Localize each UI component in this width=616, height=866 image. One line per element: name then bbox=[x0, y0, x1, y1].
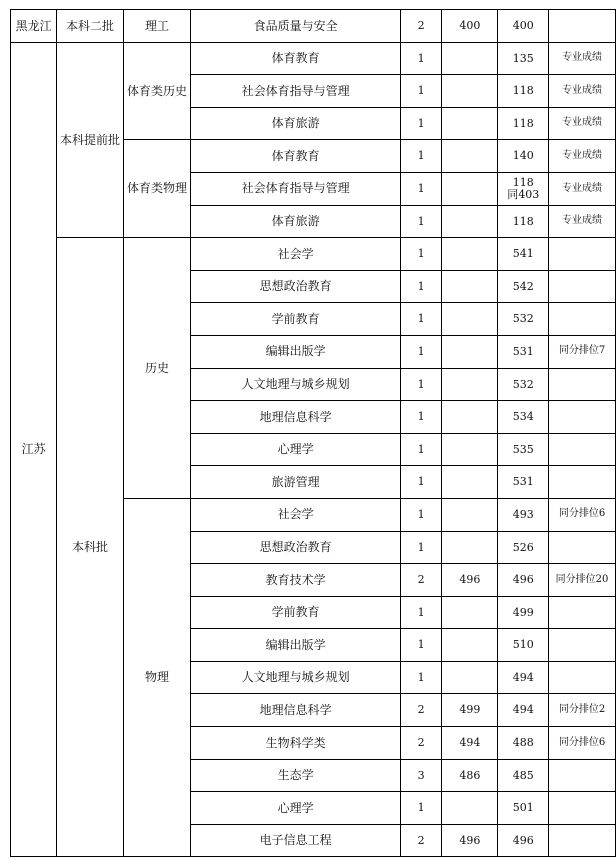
table-row bbox=[11, 42, 616, 75]
max-score-cell bbox=[442, 140, 498, 173]
min-score-cell: 501 bbox=[498, 792, 549, 825]
major-cell: 学前教育 bbox=[191, 303, 401, 336]
note-cell bbox=[549, 368, 616, 401]
min-score-cell: 541 bbox=[498, 238, 549, 271]
min-score-cell: 118 bbox=[498, 75, 549, 108]
note-cell bbox=[549, 661, 616, 694]
min-score-cell: 532 bbox=[498, 303, 549, 336]
max-score-cell bbox=[442, 531, 498, 564]
plan-cell: 1 bbox=[401, 107, 442, 140]
note-cell bbox=[549, 792, 616, 825]
note-cell bbox=[549, 759, 616, 792]
major-cell: 地理信息科学 bbox=[191, 694, 401, 727]
major-cell: 学前教育 bbox=[191, 596, 401, 629]
plan-cell: 2 bbox=[401, 564, 442, 597]
min-score-cell bbox=[498, 172, 549, 205]
min-score-cell: 510 bbox=[498, 629, 549, 662]
major-cell: 体育旅游 bbox=[191, 107, 401, 140]
plan-cell: 1 bbox=[401, 531, 442, 564]
major-cell: 教育技术学 bbox=[191, 564, 401, 597]
category-cell: 理工 bbox=[123, 10, 190, 43]
max-score-cell bbox=[442, 172, 498, 205]
max-score-cell bbox=[442, 303, 498, 336]
major-cell: 社会体育指导与管理 bbox=[191, 172, 401, 205]
max-score-cell bbox=[442, 629, 498, 662]
plan-cell: 2 bbox=[401, 824, 442, 857]
plan-cell: 2 bbox=[401, 727, 442, 760]
max-score-cell bbox=[442, 335, 498, 368]
plan-cell: 1 bbox=[401, 303, 442, 336]
plan-cell: 1 bbox=[401, 466, 442, 499]
category-cell: 体育类历史 bbox=[123, 42, 190, 140]
major-cell: 体育教育 bbox=[191, 140, 401, 173]
min-score-line: 118 bbox=[512, 176, 534, 190]
major-cell: 旅游管理 bbox=[191, 466, 401, 499]
note-cell: 专业成绩 bbox=[549, 140, 616, 173]
note-cell bbox=[549, 401, 616, 434]
major-cell: 社会学 bbox=[191, 238, 401, 271]
min-score-cell: 496 bbox=[498, 824, 549, 857]
plan-cell: 1 bbox=[401, 368, 442, 401]
min-score-cell: 488 bbox=[498, 727, 549, 760]
min-score-cell: 118 bbox=[498, 107, 549, 140]
plan-cell: 1 bbox=[401, 172, 442, 205]
note-cell: 专业成绩 bbox=[549, 42, 616, 75]
note-cell bbox=[549, 531, 616, 564]
note-cell bbox=[549, 824, 616, 857]
note-cell: 同分排位7 bbox=[549, 335, 616, 368]
note-cell bbox=[549, 596, 616, 629]
max-score-cell bbox=[442, 42, 498, 75]
max-score-cell bbox=[442, 205, 498, 238]
max-score-cell bbox=[442, 270, 498, 303]
plan-cell: 1 bbox=[401, 75, 442, 108]
note-cell bbox=[549, 629, 616, 662]
plan-cell: 1 bbox=[401, 270, 442, 303]
max-score-cell bbox=[442, 368, 498, 401]
batch-cell: 本科批 bbox=[57, 238, 124, 857]
note-cell bbox=[549, 270, 616, 303]
note-cell bbox=[549, 10, 616, 43]
max-score-cell bbox=[442, 238, 498, 271]
plan-cell: 3 bbox=[401, 759, 442, 792]
batch-cell: 本科提前批 bbox=[57, 42, 124, 238]
note-cell: 同分排位6 bbox=[549, 727, 616, 760]
min-score-cell: 531 bbox=[498, 466, 549, 499]
max-score-cell: 496 bbox=[442, 564, 498, 597]
major-cell: 生物科学类 bbox=[191, 727, 401, 760]
major-cell: 社会学 bbox=[191, 498, 401, 531]
max-score-cell: 496 bbox=[442, 824, 498, 857]
major-cell: 人文地理与城乡规划 bbox=[191, 368, 401, 401]
note-cell: 同分排位6 bbox=[549, 498, 616, 531]
plan-cell: 1 bbox=[401, 433, 442, 466]
major-cell: 食品质量与安全 bbox=[191, 10, 401, 43]
min-score-cell: 532 bbox=[498, 368, 549, 401]
plan-cell: 1 bbox=[401, 661, 442, 694]
note-cell bbox=[549, 238, 616, 271]
province-cell: 黑龙江 bbox=[11, 10, 57, 43]
max-score-cell bbox=[442, 792, 498, 825]
max-score-cell bbox=[442, 661, 498, 694]
province-cell: 江苏 bbox=[11, 42, 57, 857]
max-score-cell bbox=[442, 401, 498, 434]
note-cell: 专业成绩 bbox=[549, 205, 616, 238]
table-row bbox=[11, 10, 616, 43]
batch-cell: 本科二批 bbox=[57, 10, 124, 43]
major-cell: 社会体育指导与管理 bbox=[191, 75, 401, 108]
min-score-cell: 496 bbox=[498, 564, 549, 597]
major-cell: 电子信息工程 bbox=[191, 824, 401, 857]
major-cell: 地理信息科学 bbox=[191, 401, 401, 434]
max-score-cell: 494 bbox=[442, 727, 498, 760]
major-cell: 人文地理与城乡规划 bbox=[191, 661, 401, 694]
min-score-cell: 118 bbox=[498, 205, 549, 238]
note-cell: 同分排位2 bbox=[549, 694, 616, 727]
min-score-cell: 493 bbox=[498, 498, 549, 531]
admission-score-table bbox=[10, 9, 616, 857]
min-score-cell: 400 bbox=[498, 10, 549, 43]
plan-cell: 1 bbox=[401, 792, 442, 825]
max-score-cell bbox=[442, 596, 498, 629]
major-cell: 编辑出版学 bbox=[191, 335, 401, 368]
major-cell: 体育教育 bbox=[191, 42, 401, 75]
min-score-cell: 499 bbox=[498, 596, 549, 629]
max-score-cell bbox=[442, 466, 498, 499]
min-score-cell: 535 bbox=[498, 433, 549, 466]
min-score-cell: 135 bbox=[498, 42, 549, 75]
max-score-cell bbox=[442, 498, 498, 531]
category-cell: 体育类物理 bbox=[123, 140, 190, 238]
major-cell: 心理学 bbox=[191, 792, 401, 825]
major-cell: 生态学 bbox=[191, 759, 401, 792]
min-score-line: 同403 bbox=[507, 187, 540, 201]
plan-cell: 1 bbox=[401, 335, 442, 368]
plan-cell: 1 bbox=[401, 401, 442, 434]
min-score-cell: 485 bbox=[498, 759, 549, 792]
max-score-cell: 486 bbox=[442, 759, 498, 792]
major-cell: 思想政治教育 bbox=[191, 270, 401, 303]
major-cell: 体育旅游 bbox=[191, 205, 401, 238]
category-cell: 历史 bbox=[123, 238, 190, 499]
min-score-cell: 526 bbox=[498, 531, 549, 564]
plan-cell: 1 bbox=[401, 498, 442, 531]
table-body bbox=[11, 10, 616, 857]
plan-cell: 1 bbox=[401, 238, 442, 271]
max-score-cell: 499 bbox=[442, 694, 498, 727]
note-cell: 同分排位20 bbox=[549, 564, 616, 597]
max-score-cell bbox=[442, 75, 498, 108]
min-score-cell: 531 bbox=[498, 335, 549, 368]
max-score-cell: 400 bbox=[442, 10, 498, 43]
max-score-cell bbox=[442, 433, 498, 466]
plan-cell: 1 bbox=[401, 596, 442, 629]
major-cell: 编辑出版学 bbox=[191, 629, 401, 662]
min-score-cell: 534 bbox=[498, 401, 549, 434]
note-cell bbox=[549, 466, 616, 499]
min-score-cell: 140 bbox=[498, 140, 549, 173]
note-cell bbox=[549, 303, 616, 336]
note-cell: 专业成绩 bbox=[549, 172, 616, 205]
plan-cell: 1 bbox=[401, 629, 442, 662]
plan-cell: 1 bbox=[401, 205, 442, 238]
category-cell: 物理 bbox=[123, 498, 190, 857]
table-row bbox=[11, 238, 616, 271]
note-cell: 专业成绩 bbox=[549, 75, 616, 108]
plan-cell: 1 bbox=[401, 140, 442, 173]
plan-cell: 2 bbox=[401, 694, 442, 727]
min-score-cell: 494 bbox=[498, 694, 549, 727]
max-score-cell bbox=[442, 107, 498, 140]
major-cell: 思想政治教育 bbox=[191, 531, 401, 564]
major-cell: 心理学 bbox=[191, 433, 401, 466]
plan-cell: 2 bbox=[401, 10, 442, 43]
note-cell bbox=[549, 433, 616, 466]
note-cell: 专业成绩 bbox=[549, 107, 616, 140]
min-score-cell: 542 bbox=[498, 270, 549, 303]
min-score-cell: 494 bbox=[498, 661, 549, 694]
plan-cell: 1 bbox=[401, 42, 442, 75]
